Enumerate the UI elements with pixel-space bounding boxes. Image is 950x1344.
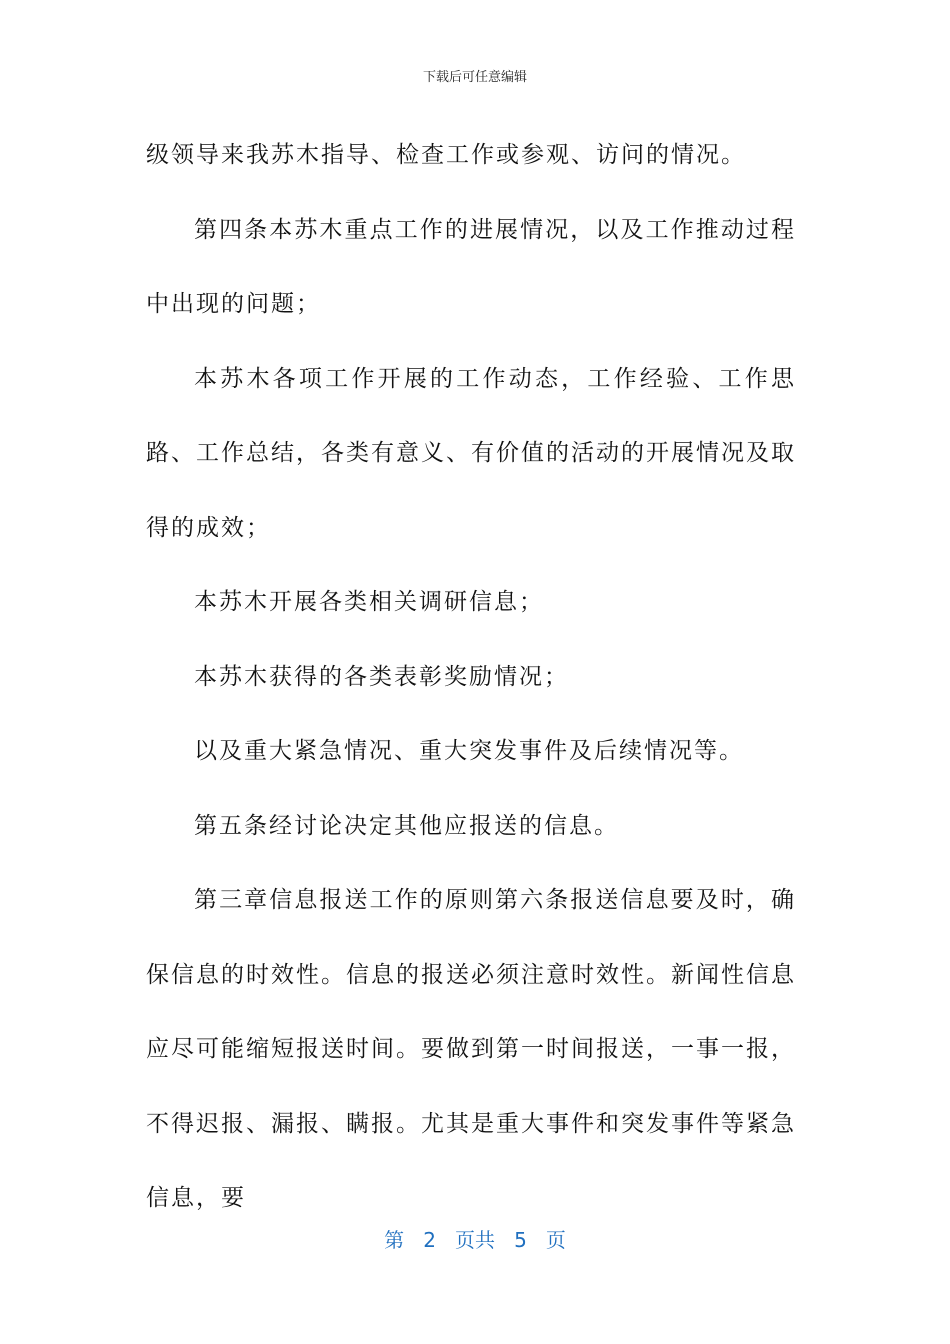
paragraph: 本苏木开展各类相关调研信息； bbox=[194, 589, 544, 615]
footer-middle: 页共 bbox=[455, 1228, 495, 1252]
header-note: 下载后可任意编辑 bbox=[422, 70, 527, 85]
footer-prefix: 第 bbox=[384, 1228, 405, 1252]
current-page-number: 2 bbox=[423, 1228, 436, 1252]
paragraph: 第三章信息报送工作的原则第六条报送信息要及时，确保信息的时效性。信息的报送必须注意时效性。新闻性信息应尽可能缩短报送时间。要做到第一时间报送，一事一报，不得迟报、漏报、瞒报。尤其是重大事件和突发事件等紧急信息，要 bbox=[146, 887, 796, 1211]
footer-suffix: 页 bbox=[545, 1228, 566, 1252]
paragraph: 第五条经讨论决定其他应报送的信息。 bbox=[194, 812, 619, 839]
paragraph: 第四条本苏木重点工作的进展情况，以及工作推动过程中出现的问题； bbox=[146, 216, 796, 317]
paragraph: 以及重大紧急情况、重大突发事件及后续情况等。 bbox=[194, 738, 744, 764]
paragraph: 本苏木获得的各类表彰奖励情况； bbox=[194, 663, 569, 690]
page-footer bbox=[0, 1224, 950, 1253]
total-page-count: 5 bbox=[514, 1228, 527, 1252]
paragraph: 本苏木各项工作开展的工作动态，工作经验、工作思路、工作总结，各类有意义、有价值的活动的开展情况及取得的成效； bbox=[146, 365, 796, 541]
document-body bbox=[146, 118, 796, 1236]
paragraph: 级领导来我苏木指导、检查工作或参观、访问的情况。 bbox=[146, 142, 746, 168]
